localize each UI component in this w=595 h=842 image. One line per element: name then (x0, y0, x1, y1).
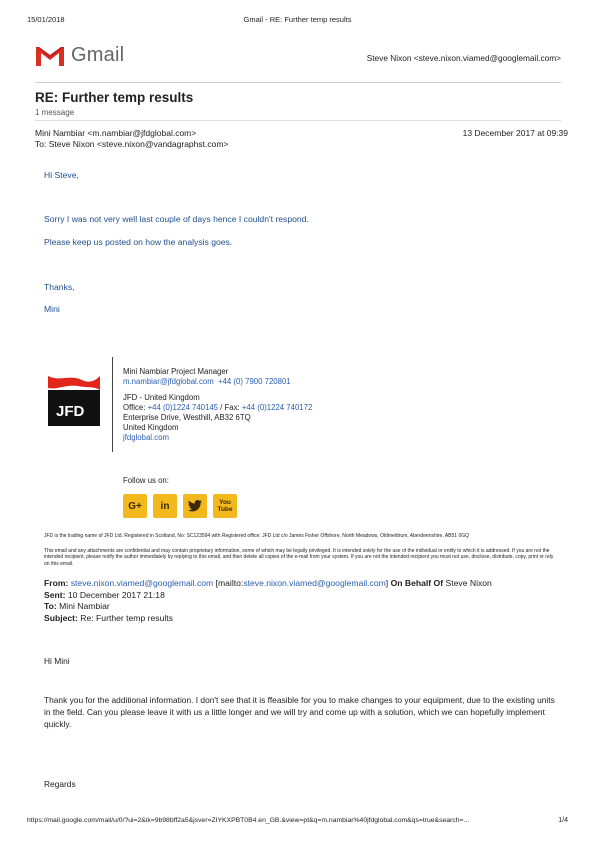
follow-us-label: Follow us on: (123, 476, 169, 485)
thread-divider (35, 120, 561, 121)
footer-url: https://mail.google.com/mail/u/0/?ui=2&ik=9b98bff2a5&jsver=ZIYKXPBT0B4.en_GB.&view=pt&q=m.nambiar%40jfdglobal.com&qs=true&search=... (27, 817, 470, 824)
forwarded-header (44, 578, 564, 624)
twitter-icon[interactable] (183, 494, 207, 518)
fwd-mailto-email[interactable]: steve.nixon.viamed@googlemail.com (243, 578, 386, 588)
fwd-subject-value: Re: Further temp results (80, 612, 173, 623)
message-to: To: Steve Nixon <steve.nixon@vandagraphst.com> (35, 139, 229, 149)
header-divider (35, 82, 561, 83)
fwd-behalf-label: On Behalf Of (390, 578, 444, 588)
print-date: 15/01/2018 (27, 15, 65, 24)
youtube-icon[interactable]: You Tube (213, 494, 237, 518)
signature-company: JFD - United Kingdom (123, 393, 200, 402)
fwd-sent-label: Sent: (44, 589, 68, 600)
account-user: Steve Nixon <steve.nixon.viamed@googlemail.com> (366, 53, 561, 63)
signature-title: Mini Nambiar Project Manager (123, 367, 229, 376)
website-link[interactable]: jfdglobal.com (123, 433, 169, 442)
thread-subject: RE: Further temp results (35, 90, 194, 105)
jfd-logo (48, 376, 100, 426)
fwd-paragraph: Thank you for the additional information. I don't see that it is ffeasible for you to make changes to your equipment, due to the existing units in the field. Can you please leave it with us a little longer and we will try and come up with a solution, which we can hopefully implement quickly. (44, 695, 555, 729)
social-icons (123, 494, 237, 518)
fax-label: / Fax: (218, 403, 242, 412)
gmail-wordmark: Gmail (71, 44, 125, 66)
legal-registration: JFD is the trading name of JFD Ltd. Registered in Scotland, No: SC123594 with Registered office: JFD Ltd c/o James Fisher Offshore, North Meadows, Oldmeldrum, Aberdeenshire, AB51 0GQ (44, 533, 470, 539)
signature-mobile[interactable]: +44 (0) 7900 720801 (218, 377, 291, 386)
body-line1: Sorry I was not very well last couple of days hence I couldn't respond. (44, 214, 309, 224)
fwd-to-label: To: (44, 601, 60, 611)
signature-divider (112, 357, 113, 452)
message-from[interactable]: Mini Nambiar <m.nambiar@jfdglobal.com> (35, 128, 197, 138)
print-title: Gmail - RE: Further temp results (243, 15, 352, 24)
fwd-mailto-close: ] (385, 578, 391, 588)
signature-block (123, 367, 312, 443)
office-phone[interactable]: +44 (0)1224 740145 (147, 403, 219, 412)
message-date: 13 December 2017 at 09:39 (462, 128, 568, 138)
body-greeting: Hi Steve, (44, 170, 79, 180)
jfd-logo-text: JFD (56, 403, 85, 420)
fwd-greeting: Hi Mini (44, 656, 70, 666)
office-label: Office: (123, 403, 148, 412)
fwd-sent-value: 10 December 2017 21:18 (67, 589, 165, 600)
fwd-regards: Regards (44, 779, 76, 789)
fwd-to-value: Mini Nambiar (59, 601, 110, 611)
footer-page: 1/4 (558, 817, 568, 824)
fwd-behalf-name: Steve Nixon (443, 578, 492, 588)
fwd-mailto-open: [mailto: (213, 578, 244, 588)
message-count: 1 message (35, 108, 75, 117)
gmail-logo-icon[interactable] (35, 45, 65, 67)
address-line2: United Kingdom (123, 423, 179, 432)
body-thanks: Thanks, (44, 282, 75, 292)
linkedin-icon[interactable]: in (153, 494, 177, 518)
body-line2: Please keep us posted on how the analysis goes. (44, 237, 233, 247)
google-plus-icon[interactable]: G+ (123, 494, 147, 518)
fwd-subject-label: Subject: (44, 612, 81, 623)
address-line1: Enterprise Drive, Westhill, AB32 6TQ (123, 413, 251, 422)
fwd-from-email[interactable]: steve.nixon.viamed@googlemail.com (70, 578, 214, 588)
fwd-from-label: From: (44, 578, 71, 588)
signature-email[interactable]: m.nambiar@jfdglobal.com (123, 377, 214, 386)
fax-phone[interactable]: +44 (0)1224 740172 (241, 403, 313, 412)
legal-confidentiality: This email and any attachments are confidential and may contain proprietary information, some of which may be legally privileged. It is intended solely for the use of the individual or entity to which it is addressed. If you are not the intended recipient, please notify the author immediately by replying to this email, and then delete all copies of the e-mail from your system. If you are not the intended recipient you must not use, disclose, distribute, copy, print or rely on this email. (44, 548, 554, 567)
body-name: Mini (44, 304, 60, 314)
